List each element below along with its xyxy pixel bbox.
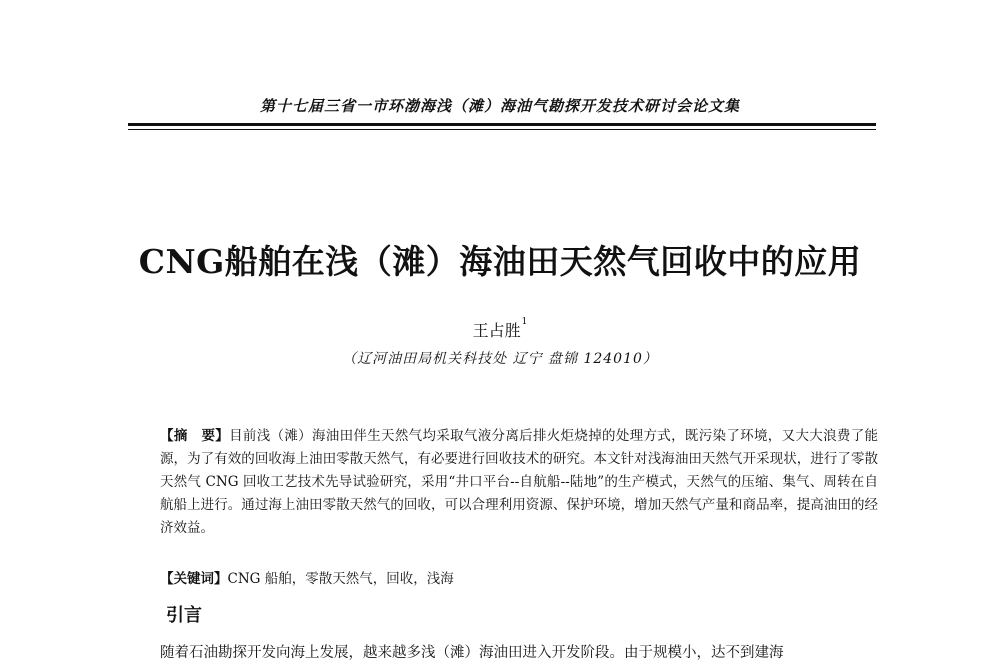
- keywords-text: CNG 船舶，零散天然气，回收，浅海: [227, 571, 454, 587]
- introduction-body: 随着石油勘探开发向海上发展，越来越多浅（滩）海油田进入开发阶段。由于规模小，达不到建海: [160, 645, 784, 661]
- author-affiliation: （辽河油田局机关科技处 辽宁 盘锦 124010）: [342, 351, 658, 367]
- abstract-text: 目前浅（滩）海油田伴生天然气均采取气液分离后排火炬烧掉的处理方式，既污染了环境，又大大浪费了能源，为了有效的回收海上油田零散天然气，有必要进行回收技术的研究。本文针对浅海油田天然气开采现状，进行了零散天然气 CNG 回收工艺技术先导试验研究，采用“井口平台--自航船--陆地”的生产模式，天然气的压缩、集气、周转在自航船上进行。通过海上油田零散天然气的回收，可以合理利用资源、保护环境，增加天然气产量和商品率，提高油田的经济效益。: [160, 428, 879, 536]
- abstract-label: 【摘 要】: [160, 428, 230, 444]
- section-heading-introduction: 引言: [166, 605, 202, 626]
- abstract: [160, 425, 878, 540]
- running-header: 第十七届三省一市环渤海浅（滩）海油气勘探开发技术研讨会论文集: [259, 97, 740, 115]
- header-rule-thick: [128, 123, 876, 126]
- author-line: [0, 318, 1000, 341]
- header-rule-thin: [128, 129, 876, 130]
- keywords: [160, 569, 878, 589]
- paper-title: CNG船舶在浅（滩）海油田天然气回收中的应用: [138, 242, 862, 281]
- author-footnote-mark: 1: [521, 316, 528, 327]
- keywords-label: 【关键词】: [160, 571, 228, 587]
- author-name: 王占胜: [472, 321, 521, 340]
